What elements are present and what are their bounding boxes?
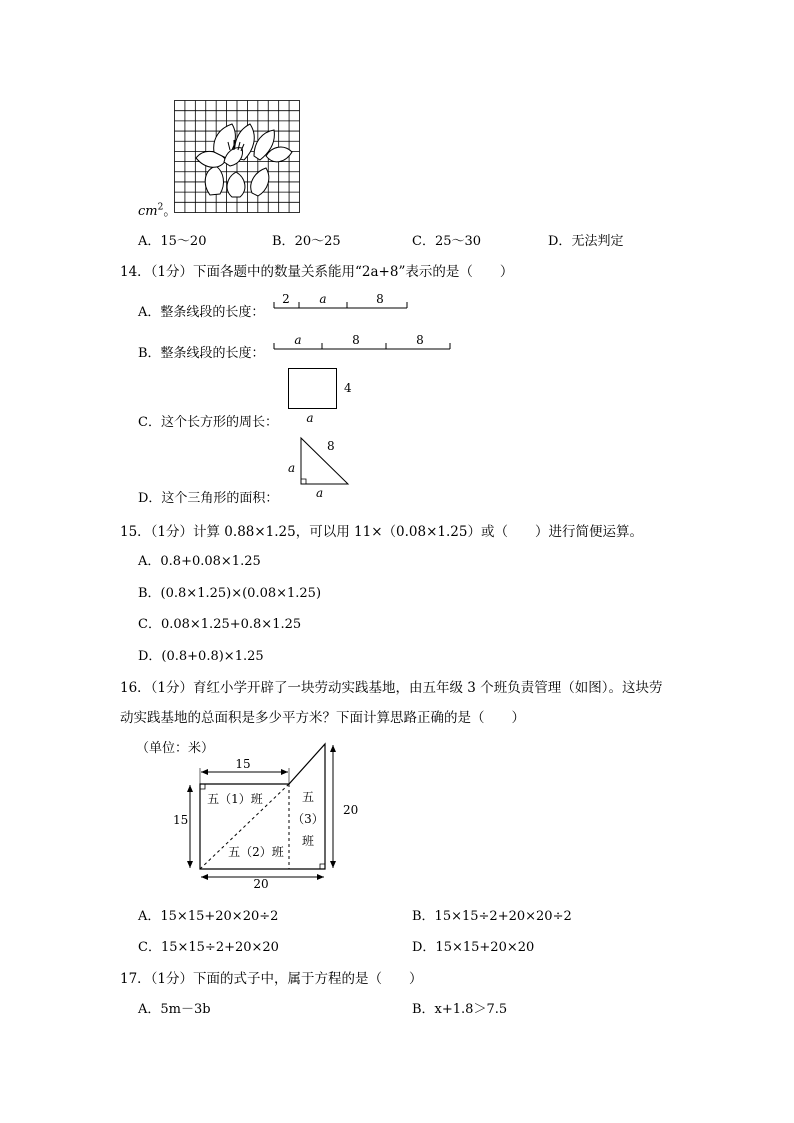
dim-top-label: 15	[235, 757, 251, 771]
lotus-grid-figure	[174, 100, 301, 214]
dim-right-label: 20	[343, 803, 359, 817]
seg-label: 8	[352, 333, 360, 347]
question-17-stem: 17．（1分）下面的式子中，属于方程的是（ ）	[120, 971, 423, 987]
class-3-label: 五	[301, 790, 315, 804]
seg-label: 8	[376, 292, 384, 306]
q17-option-a[interactable]: A．5m－3b	[138, 1002, 211, 1017]
q16-option-d[interactable]: D．15×15+20×20	[412, 940, 535, 955]
q14-option-d[interactable]: D．这个三角形的面积：	[138, 491, 279, 506]
q14-option-a[interactable]: A．整条线段的长度：	[138, 305, 265, 320]
area-unit: $cm^2$。	[138, 202, 177, 219]
triangle-leg-label: a	[288, 461, 296, 475]
option-b[interactable]: B．20～25	[272, 234, 341, 249]
segment-figure-b	[270, 331, 455, 355]
q15-option-a[interactable]: A．0.8+0.08×1.25	[138, 554, 261, 569]
question-14-stem: 14．（1分）下面各题中的数量关系能用“2a+8”表示的是（ ）	[120, 264, 514, 280]
lotus-flower-icon	[196, 124, 292, 197]
seg-label: 2	[282, 292, 290, 306]
rect-height-label: 4	[344, 381, 352, 395]
triangle-hyp-label: 8	[327, 439, 335, 453]
class-1-label: 五（1）班	[207, 792, 263, 806]
segment-figure-a	[270, 290, 415, 314]
seg-label: a	[319, 292, 327, 306]
rectangle-figure	[284, 364, 354, 426]
q16-option-c[interactable]: C．15×15÷2+20×20	[138, 940, 279, 955]
q16-option-a[interactable]: A．15×15+20×20÷2	[138, 909, 279, 924]
class-2-label: 五（2）班	[228, 845, 284, 859]
q14-option-b[interactable]: B．整条线段的长度：	[138, 346, 265, 361]
unit-label: （单位：米）	[136, 741, 215, 756]
option-c[interactable]: C．25～30	[412, 234, 482, 249]
q14-option-c[interactable]: C．这个长方形的周长：	[138, 415, 278, 430]
question-15-stem: 15．（1分）计算 0.88×1.25，可以用 11×（0.08×1.25）或（ ）进行简便运算。	[120, 524, 643, 540]
class-3-label: 班	[301, 834, 315, 848]
rect-width-label: a	[306, 411, 314, 425]
question-16-stem-1: 16．（1分）育红小学开辟了一块劳动实践基地，由五年级 3 个班负责管理（如图）。这块劳	[120, 680, 663, 696]
option-d[interactable]: D．无法判定	[548, 234, 624, 249]
q15-option-d[interactable]: D．(0.8+0.8)×1.25	[138, 649, 264, 664]
triangle-figure	[283, 434, 355, 502]
question-16-stem-2: 动实践基地的总面积是多少平方米？下面计算思路正确的是（ ）	[120, 710, 525, 726]
q15-option-c[interactable]: C．0.08×1.25+0.8×1.25	[138, 617, 302, 632]
triangle-base-label: a	[316, 486, 324, 500]
seg-label: 8	[416, 333, 424, 347]
q17-option-b[interactable]: B．x+1.8＞7.5	[412, 1002, 508, 1017]
garden-figure	[165, 738, 365, 888]
dim-left-label: 15	[173, 813, 189, 827]
class-3-label: （3）	[292, 812, 324, 826]
q16-option-b[interactable]: B．15×15÷2+20×20÷2	[412, 909, 572, 924]
dim-bottom-label: 20	[253, 877, 269, 888]
option-a[interactable]: A．15～20	[138, 234, 207, 249]
q15-option-b[interactable]: B．(0.8×1.25)×(0.08×1.25)	[138, 586, 322, 601]
seg-label: a	[294, 333, 302, 347]
